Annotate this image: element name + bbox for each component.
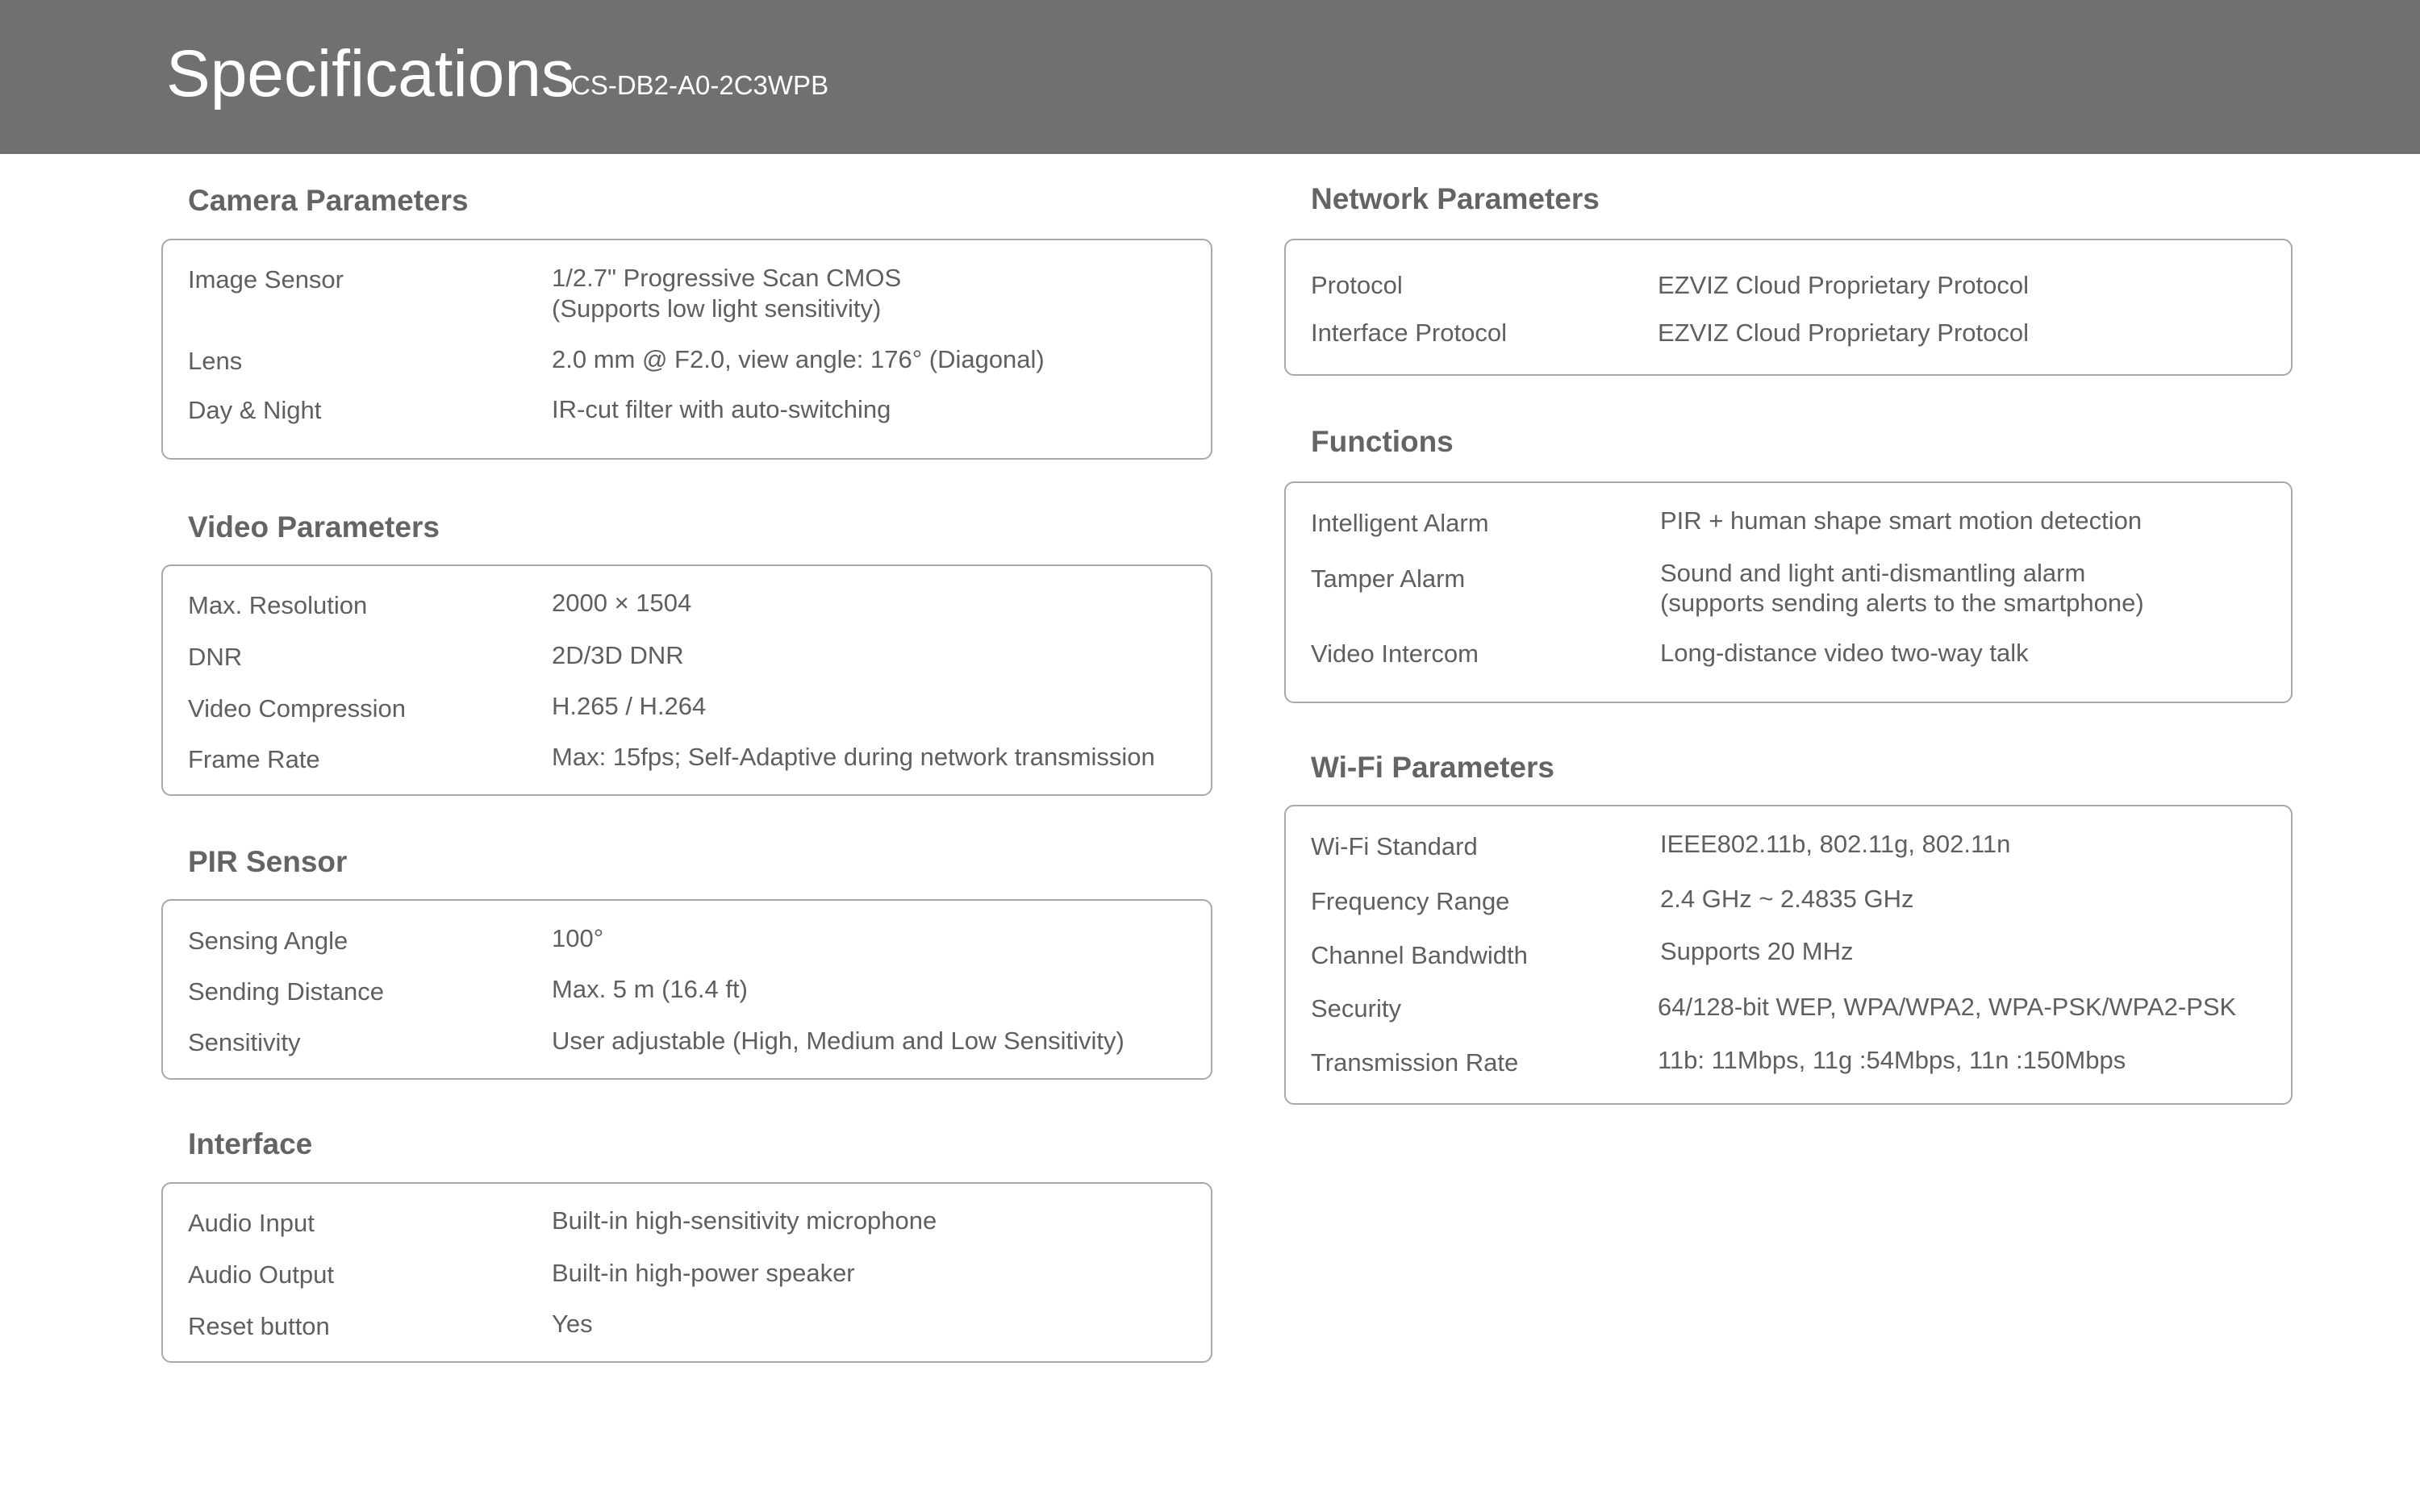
spec-label-lens: Lens (188, 347, 243, 375)
spec-label-image-sensor: Image Sensor (188, 265, 344, 294)
spec-value-transmission-rate: 11b: 11Mbps, 11g :54Mbps, 11n :150Mbps (1658, 1046, 2126, 1074)
spec-label-reset-button: Reset button (188, 1312, 330, 1340)
spec-value-sensitivity: User adjustable (High, Medium and Low Sensitivity) (552, 1027, 1124, 1055)
spec-label-channel-bandwidth: Channel Bandwidth (1311, 941, 1528, 969)
spec-label-sensing-angle: Sensing Angle (188, 927, 348, 955)
spec-value-sending-distance: Max. 5 m (16.4 ft) (552, 975, 748, 1003)
spec-value-lens: 2.0 mm @ F2.0, view angle: 176° (Diagonal) (552, 345, 1045, 373)
spec-label-frame-rate: Frame Rate (188, 745, 320, 773)
spec-value-day-night: IR-cut filter with auto-switching (552, 395, 891, 423)
spec-value-protocol: EZVIZ Cloud Proprietary Protocol (1658, 271, 2030, 299)
section-title-interface: Interface (188, 1127, 313, 1160)
spec-value-frame-rate: Max: 15fps; Self-Adaptive during network transmission (552, 743, 1155, 771)
spec-label-sending-distance: Sending Distance (188, 977, 384, 1006)
section-title-network: Network Parameters (1311, 182, 1600, 215)
spec-label-audio-output: Audio Output (188, 1260, 334, 1289)
spec-label-max-resolution: Max. Resolution (188, 591, 368, 619)
spec-value-audio-input: Built-in high-sensitivity microphone (552, 1206, 937, 1235)
spec-value-image-sensor: 1/2.7" Progressive Scan CMOS (552, 264, 902, 292)
spec-value-wifi-standard: IEEE802.11b, 802.11g, 802.11n (1660, 830, 2011, 858)
spec-label-interface-protocol: Interface Protocol (1311, 319, 1507, 347)
spec-value-channel-bandwidth: Supports 20 MHz (1660, 937, 1854, 965)
network-parameters-box (1284, 239, 2293, 376)
spec-label-sensitivity: Sensitivity (188, 1028, 301, 1056)
spec-value-reset-button: Yes (552, 1310, 593, 1338)
page-title: Specifications (166, 37, 574, 110)
section-title-wifi: Wi-Fi Parameters (1311, 751, 1554, 784)
spec-label-day-night: Day & Night (188, 396, 322, 424)
section-title-video: Video Parameters (188, 510, 440, 544)
spec-label-video-compression: Video Compression (188, 694, 406, 723)
section-title-pir: PIR Sensor (188, 845, 348, 878)
spec-value-interface-protocol: EZVIZ Cloud Proprietary Protocol (1658, 319, 2030, 347)
spec-label-security: Security (1311, 994, 1401, 1023)
header-bar (0, 0, 2420, 154)
spec-value-frequency-range: 2.4 GHz ~ 2.4835 GHz (1660, 885, 1914, 913)
spec-value-audio-output: Built-in high-power speaker (552, 1259, 855, 1287)
spec-label-audio-input: Audio Input (188, 1209, 315, 1237)
spec-value-sensing-angle: 100° (552, 924, 604, 952)
spec-value-dnr: 2D/3D DNR (552, 641, 684, 669)
section-title-camera: Camera Parameters (188, 184, 469, 217)
spec-label-protocol: Protocol (1311, 271, 1403, 299)
spec-value-video-intercom: Long-distance video two-way talk (1660, 639, 2029, 667)
spec-label-dnr: DNR (188, 643, 243, 671)
section-title-functions: Functions (1311, 425, 1454, 458)
spec-label-frequency-range: Frequency Range (1311, 887, 1510, 915)
spec-label-wifi-standard: Wi-Fi Standard (1311, 832, 1478, 860)
spec-label-transmission-rate: Transmission Rate (1311, 1048, 1519, 1077)
spec-label-intelligent-alarm: Intelligent Alarm (1311, 509, 1489, 537)
spec-value-video-compression: H.265 / H.264 (552, 692, 707, 720)
spec-label-video-intercom: Video Intercom (1311, 639, 1479, 668)
spec-value-max-resolution: 2000 × 1504 (552, 589, 692, 617)
spec-value-image-sensor-note: (Supports low light sensitivity) (552, 294, 882, 323)
model-number: CS-DB2-A0-2C3WPB (571, 70, 829, 100)
spec-label-tamper-alarm: Tamper Alarm (1311, 564, 1466, 593)
spec-value-tamper-alarm: Sound and light anti-dismantling alarm (1660, 559, 2086, 587)
spec-value-tamper-alarm-note: (supports sending alerts to the smartphone) (1660, 589, 2144, 617)
spec-value-security: 64/128-bit WEP, WPA/WPA2, WPA-PSK/WPA2-PSK (1658, 993, 2237, 1021)
spec-value-intelligent-alarm: PIR + human shape smart motion detection (1660, 506, 2143, 535)
